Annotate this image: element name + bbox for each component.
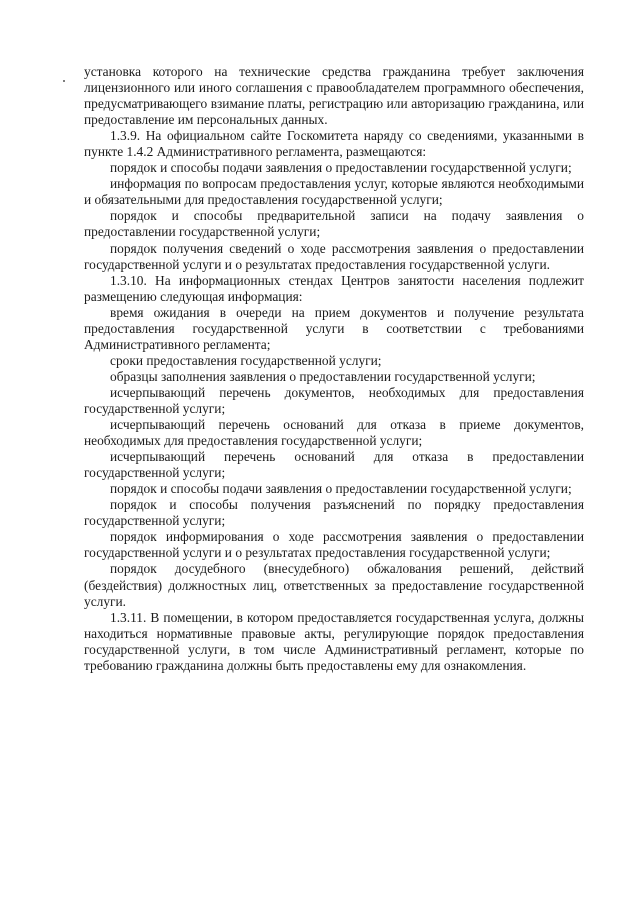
paragraph-continuation: установка которого на технические средства гражданина требует заключения лицензионного или иного соглашения с правообладателем программного обеспечения, предусматривающего взимание платы, регистрацию или авторизацию гражданина, или предоставление им персональных данных. xyxy=(84,64,584,128)
paragraph-1-3-10: 1.3.10. На информационных стендах Центров занятости населения подлежит размещению следующая информация: xyxy=(84,272,584,304)
list-item: образцы заполнения заявления о предоставлении государственной услуги; xyxy=(110,368,536,384)
list-item: исчерпывающий перечень документов, необходимых для предоставления государственной услуги; xyxy=(84,384,584,416)
scan-speck xyxy=(63,80,65,82)
list-item: порядок и способы предварительной записи на подачу заявления о предоставлении государственной услуги; xyxy=(84,208,584,240)
list-item: информация по вопросам предоставления услуг, которые являются необходимыми и обязательными для предоставления государственной услуги; xyxy=(84,176,584,208)
list-item: порядок досудебного (внесудебного) обжалования решений, действий (бездействия) должностных лиц, ответственных за предоставление государственной услуги. xyxy=(84,561,584,609)
list-item: порядок и способы получения разъяснений по порядку предоставления государственной услуги; xyxy=(84,497,584,529)
paragraph-1-3-11: 1.3.11. В помещении, в котором предоставляется государственная услуга, должны находиться нормативные правовые акты, регулирующие порядок предоставления государственной услуги, в том числе Административный регламент, которые по требованию гражданина должны быть предоставлены ему для ознакомления. xyxy=(84,609,584,673)
list-item: время ожидания в очереди на прием документов и получение результата предоставления государственной услуги в соответствии с требованиями Административного регламента; xyxy=(84,304,584,352)
list-item: порядок и способы подачи заявления о предоставлении государственной услуги; xyxy=(110,481,572,497)
list-item: сроки предоставления государственной услуги; xyxy=(110,352,382,368)
list-item: исчерпывающий перечень оснований для отказа в предоставлении государственной услуги; xyxy=(84,449,584,481)
list-item: порядок получения сведений о ходе рассмотрения заявления о предоставлении государственной услуги и о результатах предоставления государственной услуги. xyxy=(84,240,584,272)
list-item: исчерпывающий перечень оснований для отказа в приеме документов, необходимых для предоставления государственной услуги; xyxy=(84,417,584,449)
document-page xyxy=(84,64,584,674)
list-item: порядок и способы подачи заявления о предоставлении государственной услуги; xyxy=(110,160,572,176)
list-item: порядок информирования о ходе рассмотрения заявления о предоставлении государственной услуги и о результатах предоставления государственной услуги; xyxy=(84,529,584,561)
paragraph-1-3-9: 1.3.9. На официальном сайте Госкомитета наряду со сведениями, указанными в пункте 1.4.2 Административного регламента, размещаются: xyxy=(84,128,584,160)
